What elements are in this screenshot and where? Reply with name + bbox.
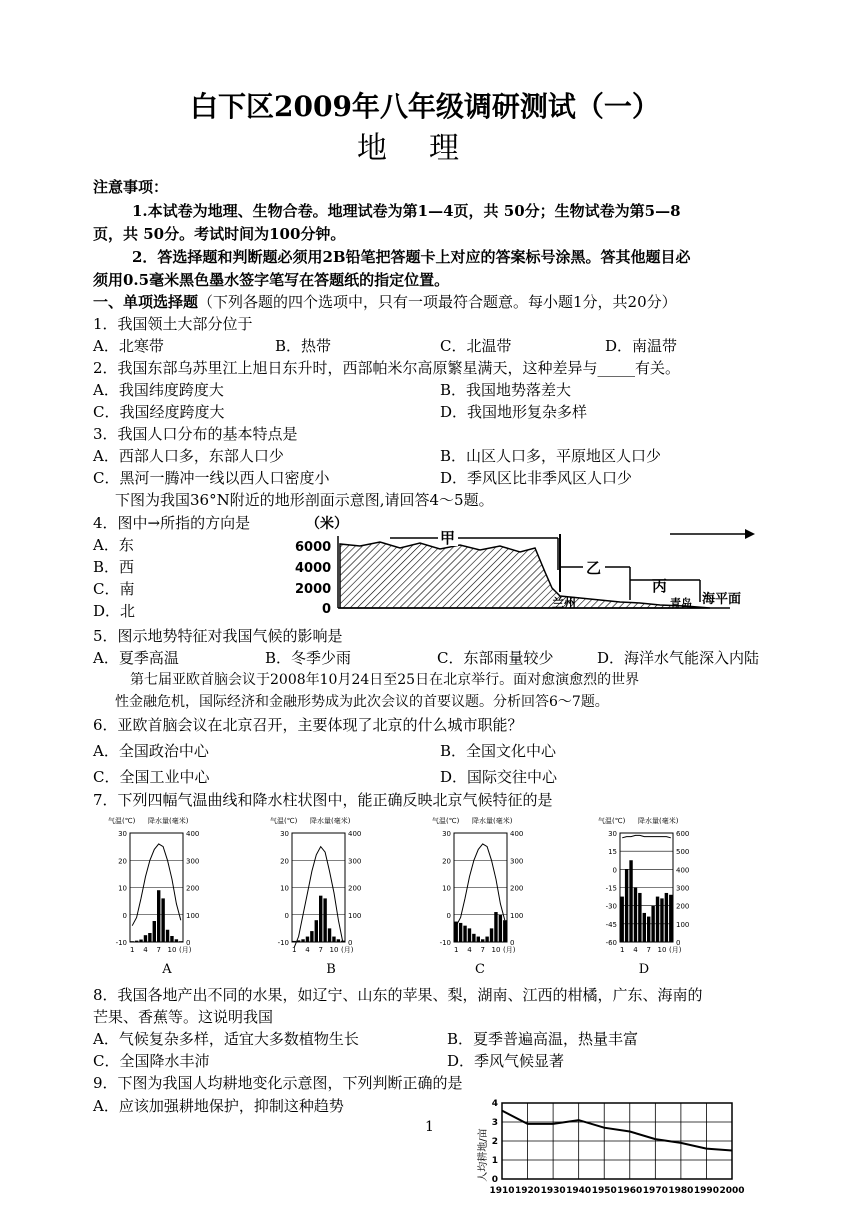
temp-tick-c: -10 bbox=[439, 939, 451, 947]
chart-letter-a: A bbox=[162, 962, 172, 977]
precip-tick-c: 200 bbox=[510, 884, 524, 893]
q1-stem: 1．我国领土大部分位于 bbox=[93, 315, 253, 333]
precip-bar-c bbox=[477, 937, 480, 942]
precip-bar-d bbox=[665, 893, 668, 942]
precip-bar-a bbox=[153, 921, 156, 942]
chart-letter-c: C bbox=[475, 962, 485, 977]
precip-tick-a: 0 bbox=[186, 939, 191, 947]
climate-chart-a[interactable] bbox=[108, 815, 218, 960]
q5-option-a[interactable]: A．夏季高温 bbox=[93, 649, 179, 667]
terrain-profile bbox=[340, 542, 710, 608]
precip-bar-d bbox=[638, 893, 641, 942]
profile-tick-0: 0 bbox=[322, 602, 332, 617]
q5-stem: 5．图示地势特征对我国气候的影响是 bbox=[93, 627, 343, 645]
farmland-x-tick: 1920 bbox=[515, 1186, 541, 1196]
precip-bar-c bbox=[459, 923, 462, 942]
precip-bar-a bbox=[179, 941, 182, 942]
q8-option-c[interactable]: C．全国降水丰沛 bbox=[93, 1052, 210, 1070]
precip-bar-b bbox=[301, 939, 304, 942]
precip-bar-d bbox=[647, 917, 650, 942]
temp-curve-d bbox=[622, 835, 671, 837]
precip-bar-b bbox=[306, 937, 309, 942]
precip-tick-c: 300 bbox=[510, 857, 524, 866]
farmland-x-tick: 1930 bbox=[540, 1186, 566, 1196]
precip-tick-d: 100 bbox=[676, 920, 690, 929]
temp-axis-label-d: 气温(℃) bbox=[598, 817, 626, 825]
precip-bar-d bbox=[634, 888, 637, 943]
precip-bar-d bbox=[621, 897, 624, 942]
notice-heading: 注意事项： bbox=[93, 178, 169, 196]
label-sea-level: 海平面 bbox=[702, 592, 742, 607]
temp-curve-a bbox=[132, 844, 181, 926]
q5-option-d[interactable]: D．海洋水气能深入内陆 bbox=[597, 649, 760, 667]
precip-bar-c bbox=[468, 928, 471, 942]
temp-tick-d: 15 bbox=[608, 848, 617, 857]
month-tick-c: 1 bbox=[453, 946, 459, 954]
month-tick-b: 7 bbox=[318, 946, 323, 954]
chart-letter-b: B bbox=[326, 962, 336, 977]
precip-tick-c: 400 bbox=[510, 830, 524, 838]
q8-option-d[interactable]: D．季风气候显著 bbox=[447, 1052, 565, 1070]
q9-option-a[interactable]: A．应该加强耕地保护，抑制这种趋势 bbox=[93, 1097, 344, 1115]
precip-bar-d bbox=[625, 869, 628, 942]
precip-axis-label-d: 降水量(毫米) bbox=[638, 817, 679, 825]
notice-p1a: 1.本试卷为地理、生物合卷。地理试卷为第1—4页，共 50分；生物试卷为第5—8 bbox=[132, 202, 681, 220]
farmland-x-tick: 1970 bbox=[642, 1186, 668, 1196]
month-tick-a: 4 bbox=[143, 946, 148, 954]
notice-p2a: 2．答选择题和判断题必须用2B铅笔把答题卡上对应的答案标号涂黑。答其他题目必 bbox=[132, 248, 691, 266]
precip-bar-c bbox=[472, 934, 475, 942]
precip-tick-a: 300 bbox=[186, 857, 200, 866]
precip-bar-b bbox=[315, 920, 318, 942]
terrain-profile-diagram bbox=[290, 512, 760, 617]
precip-bar-d bbox=[660, 898, 663, 942]
month-tick-a: 10 bbox=[167, 946, 177, 954]
temp-axis-label-a: 气温(℃) bbox=[108, 817, 136, 825]
precip-tick-b: 100 bbox=[348, 911, 362, 920]
month-unit-d: (月) bbox=[669, 946, 682, 954]
precip-bar-b bbox=[328, 928, 331, 942]
section-heading: 一、单项选择题 bbox=[93, 293, 199, 311]
farmland-x-tick: 1940 bbox=[566, 1186, 592, 1196]
q5-option-c[interactable]: C．东部雨量较少 bbox=[437, 649, 554, 667]
precip-tick-d: 200 bbox=[676, 902, 690, 911]
q7-stem: 7．下列四幅气温曲线和降水柱状图中，能正确反映北京气候特征的是 bbox=[93, 791, 553, 809]
intro-4-5: 下图为我国36°N附近的地形剖面示意图,请回答4～5题。 bbox=[115, 491, 494, 509]
q8-option-b[interactable]: B．夏季普遍高温，热量丰富 bbox=[447, 1030, 639, 1048]
precip-bar-c bbox=[463, 926, 466, 942]
precip-axis-label-c: 降水量(毫米) bbox=[472, 817, 513, 825]
farmland-x-tick: 1950 bbox=[591, 1186, 617, 1196]
q4-option-a[interactable]: A．东 bbox=[93, 536, 134, 554]
q3-option-b[interactable]: B．山区人口多，平原地区人口少 bbox=[440, 447, 662, 465]
precip-tick-b: 300 bbox=[348, 857, 362, 866]
q3-stem: 3．我国人口分布的基本特点是 bbox=[93, 425, 298, 443]
profile-unit: （米） bbox=[306, 516, 348, 532]
q6-option-d[interactable]: D．国际交往中心 bbox=[440, 768, 558, 786]
label-bing: 丙 bbox=[652, 577, 668, 595]
precip-bar-d bbox=[656, 897, 659, 942]
chart-letter-d: D bbox=[638, 962, 650, 977]
temp-tick-d: 30 bbox=[608, 830, 617, 838]
q2-stem: 2．我国东部乌苏里江上旭日东升时，西部帕米尔高原繁星满天，这种差异与_____有关。 bbox=[93, 359, 681, 377]
intro-6-7a: 第七届亚欧首脑会议于2008年10月24日至25日在北京举行。面对愈演愈烈的世界 bbox=[130, 672, 640, 688]
precip-tick-b: 200 bbox=[348, 884, 362, 893]
q1-option-d[interactable]: D．南温带 bbox=[605, 337, 678, 355]
notice-p1b: 页，共 50分。考试时间为100分钟。 bbox=[93, 225, 346, 243]
precip-bar-c bbox=[499, 915, 502, 942]
precip-tick-a: 200 bbox=[186, 884, 200, 893]
farmland-y-label: 人均耕地/亩 bbox=[478, 1128, 489, 1182]
month-tick-d: 4 bbox=[633, 946, 638, 954]
subject-title: 地理 bbox=[357, 131, 501, 166]
precip-bar-b bbox=[332, 937, 335, 942]
q4-option-c[interactable]: C．南 bbox=[93, 580, 135, 598]
temp-tick-c: 0 bbox=[446, 911, 451, 920]
month-unit-c: (月) bbox=[503, 946, 516, 954]
temp-axis-label-c: 气温(℃) bbox=[432, 817, 460, 825]
precip-bar-c bbox=[494, 912, 497, 942]
precip-tick-a: 400 bbox=[186, 830, 200, 838]
farmland-x-tick: 1910 bbox=[489, 1186, 515, 1196]
farmland-y-tick: 3 bbox=[491, 1118, 498, 1128]
section-heading-line bbox=[93, 292, 677, 312]
precip-bar-d bbox=[669, 895, 672, 942]
q4-option-b[interactable]: B．西 bbox=[93, 558, 135, 576]
q2-option-b[interactable]: B．我国地势落差大 bbox=[440, 381, 572, 399]
farmland-y-tick: 4 bbox=[491, 1099, 498, 1109]
farmland-x-tick: 1980 bbox=[668, 1186, 694, 1196]
precip-bar-c bbox=[490, 928, 493, 942]
precip-bar-b bbox=[310, 931, 313, 942]
q2-option-d[interactable]: D．我国地形复杂多样 bbox=[440, 403, 588, 421]
temp-tick-a: -10 bbox=[115, 939, 127, 947]
precip-bar-a bbox=[175, 939, 178, 942]
temp-tick-d: -15 bbox=[605, 884, 617, 893]
precip-bar-a bbox=[135, 941, 138, 942]
arrow-head-icon bbox=[745, 529, 755, 539]
precip-bar-c bbox=[481, 939, 484, 942]
q9-stem: 9．下图为我国人均耕地变化示意图，下列判断正确的是 bbox=[93, 1074, 463, 1092]
climate-chart-b[interactable] bbox=[270, 815, 380, 960]
precip-bar-d bbox=[651, 906, 654, 942]
precip-tick-a: 100 bbox=[186, 911, 200, 920]
farmland-y-tick: 1 bbox=[491, 1156, 498, 1166]
month-unit-a: (月) bbox=[179, 946, 192, 954]
temp-tick-b: 20 bbox=[280, 857, 289, 866]
temp-tick-a: 0 bbox=[122, 911, 127, 920]
month-tick-c: 7 bbox=[480, 946, 485, 954]
q1-option-c[interactable]: C．北温带 bbox=[440, 337, 512, 355]
precip-bar-c bbox=[503, 920, 506, 942]
temp-tick-c: 20 bbox=[442, 857, 451, 866]
precip-tick-b: 0 bbox=[348, 939, 353, 947]
q1-option-a[interactable]: A．北寒带 bbox=[93, 337, 164, 355]
temp-tick-d: -60 bbox=[605, 939, 617, 947]
profile-tick-2000: 2000 bbox=[295, 582, 332, 597]
precip-tick-b: 400 bbox=[348, 830, 362, 838]
month-tick-b: 1 bbox=[291, 946, 297, 954]
q1-option-b[interactable]: B．热带 bbox=[275, 337, 332, 355]
exam-title: 白下区2009年八年级调研测试（一） bbox=[190, 90, 660, 123]
month-tick-d: 10 bbox=[657, 946, 667, 954]
farmland-series-line bbox=[502, 1111, 732, 1151]
temp-tick-d: 0 bbox=[612, 866, 617, 875]
temp-tick-b: 10 bbox=[280, 884, 289, 893]
q3-option-c[interactable]: C．黑河一腾冲一线以西人口密度小 bbox=[93, 469, 330, 487]
precip-bar-b bbox=[323, 898, 326, 942]
q4-stem: 4．图中→所指的方向是 bbox=[93, 514, 251, 532]
farmland-x-tick: 2000 bbox=[719, 1186, 745, 1196]
month-tick-c: 4 bbox=[467, 946, 472, 954]
precip-bar-b bbox=[293, 941, 296, 942]
precip-bar-d bbox=[643, 913, 646, 942]
climate-chart-c[interactable] bbox=[432, 815, 542, 960]
temp-axis-label-b: 气温(℃) bbox=[270, 817, 298, 825]
precip-bar-a bbox=[161, 898, 164, 942]
precip-tick-d: 0 bbox=[676, 939, 681, 947]
q5-option-b[interactable]: B．冬季少雨 bbox=[265, 649, 352, 667]
temp-tick-a: 30 bbox=[118, 830, 127, 838]
precip-bar-b bbox=[337, 939, 340, 942]
farmland-y-tick: 2 bbox=[491, 1137, 498, 1147]
month-tick-b: 4 bbox=[305, 946, 310, 954]
precip-bar-a bbox=[139, 940, 142, 942]
q3-option-a[interactable]: A．西部人口多，东部人口少 bbox=[93, 447, 284, 465]
profile-tick-4000: 4000 bbox=[295, 561, 332, 576]
q2-option-c[interactable]: C．我国经度跨度大 bbox=[93, 403, 225, 421]
precip-tick-d: 400 bbox=[676, 866, 690, 875]
q2-option-a[interactable]: A．我国纬度跨度大 bbox=[93, 381, 224, 399]
label-qingdao: 青岛 bbox=[670, 597, 692, 610]
temp-tick-c: 30 bbox=[442, 830, 451, 838]
q8-stem-1: 8．我国各地产出不同的水果，如辽宁、山东的苹果、梨，湖南、江西的柑橘，广东、海南的 bbox=[93, 986, 703, 1004]
intro-6-7b: 性金融危机，国际经济和金融形势成为此次会议的首要议题。分析回答6～7题。 bbox=[115, 694, 609, 710]
precip-tick-d: 300 bbox=[676, 884, 690, 893]
month-tick-d: 1 bbox=[619, 946, 625, 954]
precip-bar-a bbox=[144, 935, 147, 942]
month-tick-c: 10 bbox=[491, 946, 501, 954]
precip-bar-a bbox=[148, 933, 151, 942]
month-tick-b: 10 bbox=[329, 946, 339, 954]
precip-bar-b bbox=[319, 896, 322, 942]
temp-curve-b bbox=[294, 847, 343, 948]
q6-stem: 6．亚欧首脑会议在北京召开，主要体现了北京的什么城市职能？ bbox=[93, 716, 523, 734]
precip-tick-c: 0 bbox=[510, 939, 515, 947]
notice-p2b: 须用0.5毫米黑色墨水签字笔写在答题纸的指定位置。 bbox=[93, 271, 450, 289]
temp-tick-b: 0 bbox=[284, 911, 289, 920]
precip-bar-a bbox=[166, 930, 169, 942]
climate-chart-d[interactable] bbox=[598, 815, 708, 960]
month-tick-a: 7 bbox=[156, 946, 161, 954]
farmland-x-tick: 1990 bbox=[693, 1186, 719, 1196]
precip-bar-a bbox=[157, 890, 160, 942]
month-tick-a: 1 bbox=[129, 946, 135, 954]
precip-axis-label-a: 降水量(毫米) bbox=[148, 817, 189, 825]
precip-bar-a bbox=[170, 936, 173, 942]
temp-tick-c: 10 bbox=[442, 884, 451, 893]
q3-option-d[interactable]: D．季风区比非季风区人口少 bbox=[440, 469, 633, 487]
q8-option-a[interactable]: A．气候复杂多样，适宜大多数植物生长 bbox=[93, 1030, 359, 1048]
temp-tick-a: 20 bbox=[118, 857, 127, 866]
farmland-per-capita-chart bbox=[478, 1095, 748, 1213]
label-lanzhou: 兰州 bbox=[552, 596, 577, 610]
q6-option-b[interactable]: B．全国文化中心 bbox=[440, 742, 557, 760]
temp-tick-d: -45 bbox=[605, 920, 617, 929]
temp-tick-b: -10 bbox=[277, 939, 289, 947]
precip-tick-c: 100 bbox=[510, 911, 524, 920]
month-unit-b: (月) bbox=[341, 946, 354, 954]
precip-axis-label-b: 降水量(毫米) bbox=[310, 817, 351, 825]
month-tick-d: 7 bbox=[646, 946, 651, 954]
section-desc: （下列各题的四个选项中，只有一项最符合题意。每小题1分，共20分） bbox=[198, 293, 677, 311]
precip-tick-d: 600 bbox=[676, 830, 690, 838]
temp-tick-b: 30 bbox=[280, 830, 289, 838]
label-jia: 甲 bbox=[440, 529, 456, 547]
farmland-x-tick: 1960 bbox=[617, 1186, 643, 1196]
profile-tick-6000: 6000 bbox=[295, 540, 332, 555]
q6-option-c[interactable]: C．全国工业中心 bbox=[93, 768, 210, 786]
q8-stem-2: 芒果、香蕉等。这说明我国 bbox=[93, 1008, 274, 1026]
precip-bar-a bbox=[131, 941, 134, 942]
precip-bar-c bbox=[485, 937, 488, 942]
precip-tick-d: 500 bbox=[676, 848, 690, 857]
page-number: 1 bbox=[425, 1119, 434, 1135]
farmland-y-tick: 0 bbox=[491, 1175, 498, 1185]
q4-option-d[interactable]: D．北 bbox=[93, 602, 136, 620]
q6-option-a[interactable]: A．全国政治中心 bbox=[93, 742, 209, 760]
label-yi: 乙 bbox=[586, 559, 602, 577]
precip-bar-d bbox=[629, 860, 632, 942]
temp-tick-a: 10 bbox=[118, 884, 127, 893]
temp-tick-d: -30 bbox=[605, 902, 617, 911]
